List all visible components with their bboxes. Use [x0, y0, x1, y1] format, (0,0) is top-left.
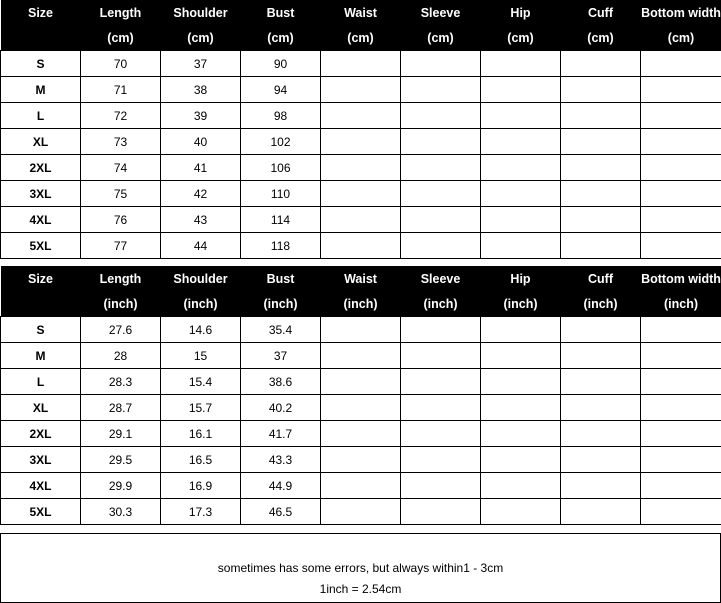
- measurement-cell: [641, 473, 721, 499]
- measurement-cell: [321, 233, 401, 259]
- measurement-cell: [561, 343, 641, 369]
- measurement-cell: [561, 369, 641, 395]
- header-names-row: [1, 266, 721, 291]
- measurement-cell: [401, 103, 481, 129]
- column-unit: (inch): [561, 291, 641, 317]
- measurement-cell: 38.6: [241, 369, 321, 395]
- measurement-cell: 29.9: [81, 473, 161, 499]
- size-label-cell: L: [1, 103, 81, 129]
- measurement-cell: [641, 207, 721, 233]
- note-conversion: 1inch = 2.54cm: [319, 582, 402, 596]
- header-names-row: [1, 0, 721, 25]
- size-label-cell: 4XL: [1, 207, 81, 233]
- column-header: Cuff: [561, 0, 641, 25]
- measurement-cell: 14.6: [161, 317, 241, 343]
- table-row: [1, 499, 721, 525]
- measurement-cell: [641, 103, 721, 129]
- column-unit: (cm): [241, 25, 321, 51]
- measurement-cell: 44: [161, 233, 241, 259]
- measurement-cell: [561, 181, 641, 207]
- measurement-cell: 70: [81, 51, 161, 77]
- measurement-cell: 16.5: [161, 447, 241, 473]
- column-unit: (inch): [321, 291, 401, 317]
- measurement-cell: [481, 499, 561, 525]
- column-unit: (inch): [81, 291, 161, 317]
- measurement-cell: 28.7: [81, 395, 161, 421]
- measurement-cell: [641, 155, 721, 181]
- column-unit: (cm): [321, 25, 401, 51]
- measurement-cell: [321, 499, 401, 525]
- measurement-cell: 94: [241, 77, 321, 103]
- column-unit: (inch): [161, 291, 241, 317]
- column-header: Length: [81, 266, 161, 291]
- measurement-cell: 106: [241, 155, 321, 181]
- column-unit: (inch): [241, 291, 321, 317]
- size-label-cell: M: [1, 77, 81, 103]
- measurement-cell: [321, 77, 401, 103]
- measurement-cell: [561, 77, 641, 103]
- measurement-cell: 44.9: [241, 473, 321, 499]
- measurement-cell: [641, 51, 721, 77]
- measurement-cell: [401, 473, 481, 499]
- measurement-cell: [481, 421, 561, 447]
- size-label-cell: XL: [1, 129, 81, 155]
- measurement-cell: [481, 233, 561, 259]
- column-header: Bottom width: [641, 0, 721, 25]
- measurement-cell: [401, 207, 481, 233]
- measurement-cell: [481, 395, 561, 421]
- table-row: [1, 421, 721, 447]
- measurement-cell: [321, 395, 401, 421]
- measurement-cell: [561, 233, 641, 259]
- size-label-cell: S: [1, 317, 81, 343]
- measurement-cell: 27.6: [81, 317, 161, 343]
- table-row: [1, 317, 721, 343]
- table-row: [1, 233, 721, 259]
- measurement-cell: 39: [161, 103, 241, 129]
- table-header: [1, 0, 721, 51]
- measurement-note: [0, 533, 721, 603]
- table-row: [1, 369, 721, 395]
- size-label-cell: 3XL: [1, 447, 81, 473]
- measurement-cell: [401, 447, 481, 473]
- measurement-cell: [321, 103, 401, 129]
- measurement-cell: 76: [81, 207, 161, 233]
- measurement-cell: 42: [161, 181, 241, 207]
- column-unit: (cm): [641, 25, 721, 51]
- table-row: [1, 77, 721, 103]
- measurement-cell: [561, 473, 641, 499]
- column-unit: (cm): [481, 25, 561, 51]
- measurement-cell: 15.4: [161, 369, 241, 395]
- measurement-cell: [401, 77, 481, 103]
- measurement-cell: 71: [81, 77, 161, 103]
- table-body: [1, 51, 721, 259]
- measurement-cell: [641, 343, 721, 369]
- table-body: [1, 317, 721, 525]
- measurement-cell: [401, 421, 481, 447]
- column-header: Hip: [481, 0, 561, 25]
- measurement-cell: 41.7: [241, 421, 321, 447]
- measurement-cell: 46.5: [241, 499, 321, 525]
- measurement-cell: [641, 233, 721, 259]
- measurement-cell: 102: [241, 129, 321, 155]
- column-unit: [1, 25, 81, 51]
- size-label-cell: M: [1, 343, 81, 369]
- measurement-cell: [481, 129, 561, 155]
- measurement-cell: 40: [161, 129, 241, 155]
- measurement-cell: [401, 343, 481, 369]
- measurement-cell: 110: [241, 181, 321, 207]
- measurement-cell: [481, 207, 561, 233]
- measurement-cell: [641, 181, 721, 207]
- measurement-cell: [321, 473, 401, 499]
- measurement-cell: [321, 421, 401, 447]
- size-label-cell: 2XL: [1, 421, 81, 447]
- measurement-cell: [561, 317, 641, 343]
- measurement-cell: [321, 369, 401, 395]
- column-unit: (inch): [481, 291, 561, 317]
- measurement-cell: [641, 317, 721, 343]
- measurement-cell: 72: [81, 103, 161, 129]
- column-unit: (inch): [401, 291, 481, 317]
- table-row: [1, 343, 721, 369]
- column-header: Waist: [321, 0, 401, 25]
- table-row: [1, 51, 721, 77]
- measurement-cell: 77: [81, 233, 161, 259]
- column-header: Size: [1, 266, 81, 291]
- measurement-cell: 118: [241, 233, 321, 259]
- measurement-cell: [561, 103, 641, 129]
- column-header: Length: [81, 0, 161, 25]
- measurement-cell: [321, 317, 401, 343]
- table-row: [1, 103, 721, 129]
- column-unit: (cm): [401, 25, 481, 51]
- measurement-cell: 41: [161, 155, 241, 181]
- measurement-cell: 30.3: [81, 499, 161, 525]
- measurement-cell: [641, 129, 721, 155]
- measurement-cell: [401, 395, 481, 421]
- measurement-cell: [321, 447, 401, 473]
- measurement-cell: [481, 343, 561, 369]
- measurement-cell: 73: [81, 129, 161, 155]
- measurement-cell: 75: [81, 181, 161, 207]
- measurement-cell: [321, 181, 401, 207]
- column-header: Sleeve: [401, 0, 481, 25]
- column-header: Bottom width: [641, 266, 721, 291]
- column-header: Shoulder: [161, 0, 241, 25]
- size-label-cell: 3XL: [1, 181, 81, 207]
- measurement-cell: 29.5: [81, 447, 161, 473]
- measurement-cell: 29.1: [81, 421, 161, 447]
- measurement-cell: 37: [241, 343, 321, 369]
- measurement-cell: [401, 129, 481, 155]
- measurement-cell: [561, 395, 641, 421]
- size-label-cell: 4XL: [1, 473, 81, 499]
- measurement-cell: [401, 499, 481, 525]
- measurement-cell: 74: [81, 155, 161, 181]
- measurement-cell: 28.3: [81, 369, 161, 395]
- measurement-cell: [481, 77, 561, 103]
- table-row: [1, 129, 721, 155]
- measurement-cell: [641, 395, 721, 421]
- column-header: Hip: [481, 266, 561, 291]
- measurement-cell: [561, 129, 641, 155]
- measurement-cell: [561, 51, 641, 77]
- measurement-cell: [561, 421, 641, 447]
- measurement-cell: 15.7: [161, 395, 241, 421]
- measurement-cell: 38: [161, 77, 241, 103]
- measurement-cell: [321, 207, 401, 233]
- size-label-cell: 5XL: [1, 499, 81, 525]
- size-label-cell: XL: [1, 395, 81, 421]
- measurement-cell: [641, 77, 721, 103]
- measurement-cell: [481, 103, 561, 129]
- table-header: [1, 266, 721, 317]
- column-unit: (cm): [561, 25, 641, 51]
- measurement-cell: 16.9: [161, 473, 241, 499]
- column-unit: (inch): [641, 291, 721, 317]
- column-header: Bust: [241, 0, 321, 25]
- measurement-cell: [481, 317, 561, 343]
- column-header: Sleeve: [401, 266, 481, 291]
- measurement-cell: [401, 233, 481, 259]
- table-row: [1, 473, 721, 499]
- measurement-cell: [561, 499, 641, 525]
- measurement-cell: 43.3: [241, 447, 321, 473]
- measurement-cell: [481, 447, 561, 473]
- column-header: Shoulder: [161, 266, 241, 291]
- measurement-cell: [321, 343, 401, 369]
- measurement-cell: 43: [161, 207, 241, 233]
- measurement-cell: [561, 155, 641, 181]
- table-row: [1, 395, 721, 421]
- table-row: [1, 207, 721, 233]
- measurement-cell: 98: [241, 103, 321, 129]
- measurement-cell: [321, 51, 401, 77]
- size-label-cell: S: [1, 51, 81, 77]
- table-row: [1, 155, 721, 181]
- column-unit: [1, 291, 81, 317]
- measurement-cell: 37: [161, 51, 241, 77]
- measurement-cell: 16.1: [161, 421, 241, 447]
- measurement-cell: 17.3: [161, 499, 241, 525]
- measurement-cell: [401, 155, 481, 181]
- note-error-tolerance: sometimes has some errors, but always within1 - 3cm: [217, 561, 504, 575]
- measurement-cell: [401, 51, 481, 77]
- measurement-cell: [321, 155, 401, 181]
- column-header: Bust: [241, 266, 321, 291]
- measurement-cell: 90: [241, 51, 321, 77]
- measurement-cell: [481, 181, 561, 207]
- measurement-cell: [401, 317, 481, 343]
- measurement-cell: [401, 181, 481, 207]
- measurement-cell: [641, 421, 721, 447]
- size-label-cell: L: [1, 369, 81, 395]
- size-table-inch: [0, 266, 721, 525]
- measurement-cell: [481, 51, 561, 77]
- header-units-row: [1, 291, 721, 317]
- measurement-cell: [481, 155, 561, 181]
- size-label-cell: 5XL: [1, 233, 81, 259]
- column-unit: (cm): [161, 25, 241, 51]
- size-table-cm: [0, 0, 721, 259]
- measurement-cell: [481, 473, 561, 499]
- column-header: Cuff: [561, 266, 641, 291]
- measurement-cell: 15: [161, 343, 241, 369]
- measurement-cell: 40.2: [241, 395, 321, 421]
- measurement-cell: [401, 369, 481, 395]
- column-header: Waist: [321, 266, 401, 291]
- measurement-cell: [641, 369, 721, 395]
- measurement-cell: 35.4: [241, 317, 321, 343]
- size-label-cell: 2XL: [1, 155, 81, 181]
- table-row: [1, 447, 721, 473]
- column-unit: (cm): [81, 25, 161, 51]
- measurement-cell: [561, 207, 641, 233]
- measurement-cell: [481, 369, 561, 395]
- measurement-cell: [641, 499, 721, 525]
- table-row: [1, 181, 721, 207]
- measurement-cell: 114: [241, 207, 321, 233]
- column-header: Size: [1, 0, 81, 25]
- header-units-row: [1, 25, 721, 51]
- measurement-cell: 28: [81, 343, 161, 369]
- measurement-cell: [321, 129, 401, 155]
- measurement-cell: [641, 447, 721, 473]
- measurement-cell: [561, 447, 641, 473]
